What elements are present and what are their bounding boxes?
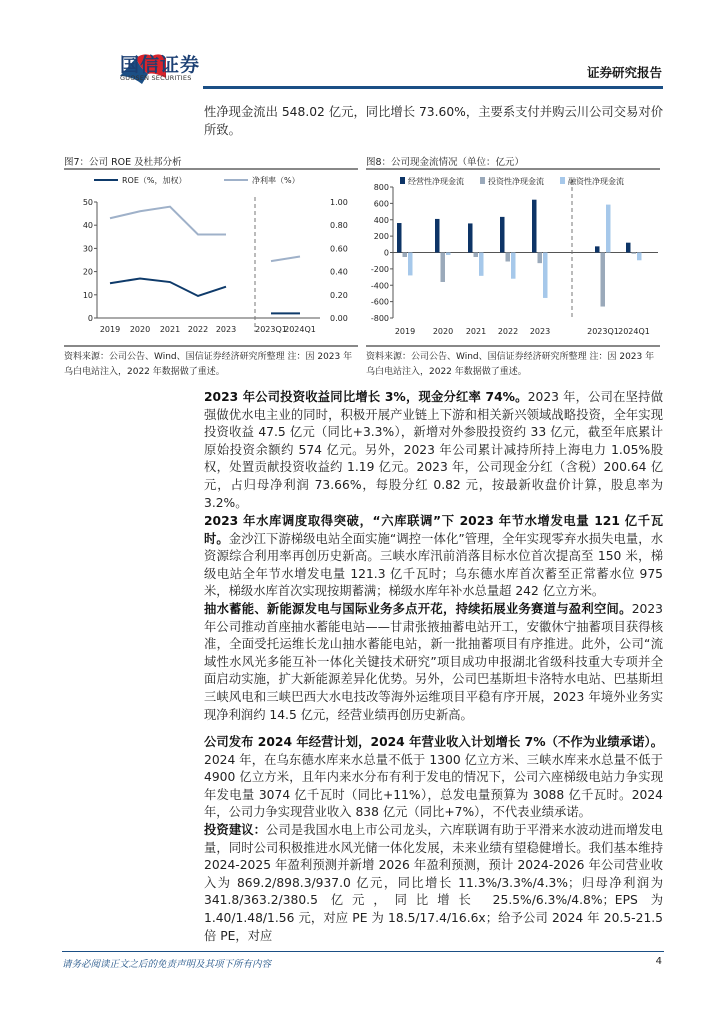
- series-line-net-margin: [110, 207, 226, 235]
- figure7-top-rule: [64, 168, 358, 170]
- legend-label: 净利率（%）: [252, 176, 300, 185]
- footer-divider: [62, 951, 664, 952]
- logo-text-cn: 国信证券: [120, 54, 201, 76]
- figure7-source: 资料来源：公司公告、Wind、国信证券经济研究所整理 注：因 2023 年乌白电站注入，2022 年数据做了重述。: [64, 352, 353, 377]
- legend-swatch: [480, 177, 485, 184]
- paragraph-body: 金沙江下游梯级电站全面实施“调控一体化”管理，全年实现零弃水损失电量，水资源综合利用率再创历史新高。三峡水库汛前消落目标水位首次提高至 150 米，梯级电站全年节水增发电量 121.3 亿千瓦时；乌东德水库首次蓄至正常蓄水位 975 米，梯级水库首次实现按期蓄满；梯级水库年补水总量超 242 亿立方米。: [204, 531, 663, 599]
- bar-investing: [403, 253, 408, 258]
- figure8-source: 资料来源：公司公告、Wind、国信证券经济研究所整理 注：因 2023 年乌白电站注入，2022 年数据做了重述。: [366, 352, 655, 377]
- bar-investing: [632, 253, 637, 254]
- bar-financing: [408, 253, 413, 276]
- left-tick-label: 0: [87, 314, 93, 323]
- right-tick-label: 1.00: [330, 198, 348, 207]
- x-tick-label: 2020: [129, 325, 151, 334]
- bar-operating: [595, 246, 600, 252]
- bar-financing: [511, 253, 516, 279]
- paragraph-lead: 公司发布 2024 年经营计划，2024 年营业收入计划增长 7%（不作为业绩承诺）。: [204, 735, 663, 749]
- paragraph-body: 2024 年，在乌东德水库来水总量不低于 1300 亿立方米、三峡水库来水总量不低于 4900 亿立方米，且年内来水分布有利于发电的情况下，公司六座梯级电站力争实现年发电量 3074 亿千瓦时（同比+11%），总发电量预算为 3088 亿千瓦时。2024 年，公司力争实现营业收入 838 亿元（同比+7%），不代表业绩承诺。: [204, 752, 663, 820]
- series-line-net-margin-quarterly: [271, 257, 300, 262]
- cashflow-chart: [362, 172, 660, 342]
- legend-swatch: [400, 177, 405, 184]
- y-tick-label: -200: [370, 264, 389, 274]
- figure8-top-rule: [366, 168, 660, 170]
- x-tick-label: 2019: [394, 327, 416, 336]
- bar-operating: [397, 223, 402, 252]
- x-tick-label: 2019: [99, 325, 121, 334]
- right-tick-label: 0.80: [330, 221, 348, 231]
- bar-financing: [606, 205, 611, 253]
- bar-investing: [474, 253, 479, 258]
- x-tick-label: 2021: [465, 327, 487, 336]
- legend-label: 融资性净现金流: [568, 177, 624, 186]
- bar-financing: [543, 253, 548, 298]
- x-tick-label: 2023: [215, 325, 237, 334]
- left-tick-label: 20: [82, 267, 93, 277]
- roe-chart: [64, 172, 358, 342]
- paragraph-pumped-storage: [204, 601, 663, 724]
- right-tick-label: 0.00: [330, 314, 348, 323]
- paragraph-body: 公司是我国水电上市公司龙头，六库联调有助于平滑来水波动进而增发电量，同时公司积极推进水风光储一体化发展，未来业绩有望稳健增长。我们基本维持 2024-2025 年盈利预测并新增 2026 年盈利预测，预计 2024-2026 年公司营业收入为 869.2/898.3/937.0 亿元，同比增长 11.3%/3.3%/4.3%；归母净利润为 341.8/363.2/380.5 亿元，同比增长 25.5%/6.3%/4.8%；EPS 为 1.40/1.48/1.56 元，对应 PE 为 18.5/17.4/16.6x；给予公司 2024 年 20.5-21.5 倍 PE，对应: [204, 823, 663, 943]
- legend-label: 经营性净现金流: [408, 177, 464, 186]
- bar-investing: [538, 253, 543, 264]
- y-tick-label: -800: [370, 314, 389, 323]
- left-tick-label: 50: [82, 198, 93, 207]
- intro-paragraph: 性净现金流出 548.02 亿元，同比增长 73.60%，主要系支付并购云川公司交易对价所致。: [204, 105, 663, 137]
- bar-operating: [532, 200, 537, 253]
- left-tick-label: 10: [82, 290, 93, 300]
- paragraph-body: 2023 年公司推动首座抽水蓄能电站——甘肃张掖抽蓄电站开工，安徽休宁抽蓄项目获得核准，全面受托运维长龙山抽水蓄能电站，新一批抽蓄项目有序推进。此外，公司“流域性水风光多能互补一体化关键技术研究”项目成功申报湖北省级科技重大专项并全面启动实施，扩大新能源差异化优势。另外，公司巴基斯坦卡洛特水电站、巴基斯坦三峡风电和三峡巴西大水电技改等海外运维项目平稳有序开展，2023 年境外业务实现净利润约 14.5 亿元，经营业绩再创历史新高。: [204, 602, 663, 722]
- paragraph-2024-plan: [204, 734, 663, 822]
- page-number: 4: [655, 956, 662, 967]
- left-tick-label: 30: [82, 244, 93, 254]
- y-tick-label: 800: [373, 183, 389, 192]
- right-tick-label: 0.20: [330, 290, 348, 300]
- x-tick-label: 2021: [159, 325, 181, 334]
- paragraph-reservoir: [204, 513, 663, 601]
- figure8-title: 图8：公司现金流情况（单位：亿元）: [366, 157, 525, 168]
- figure8-bottom-rule: [366, 345, 660, 347]
- legend-swatch: [560, 177, 565, 184]
- bar-financing: [479, 253, 484, 276]
- logo-text-en: GUOSEN SECURITIES: [120, 74, 192, 82]
- bar-financing: [637, 253, 642, 261]
- series-line-roe: [110, 279, 226, 296]
- x-tick-label: 2023Q1: [255, 325, 287, 334]
- figure7-title: 图7：公司 ROE 及杜邦分析: [64, 157, 182, 168]
- bar-investing: [441, 253, 446, 282]
- y-tick-label: -600: [370, 297, 389, 307]
- x-tick-label: 2024Q1: [284, 325, 316, 334]
- paragraph-body: 2023 年，公司在坚持做强做优水电主业的同时，积极开展产业链上下游和相关新兴领域战略投资，全年实现投资收益 47.5 亿元（同比+3.3%），新增对外参股投资约 33 亿元，截至年底累计原始投资余额约 574 亿元。另外，2023 年公司累计减持所持上海电力 1.05%股权，处置贡献投资收益约 1.19 亿元。2023 年，公司现金分红（含税）200.64 亿元，占归母净利润 73.66%，每股分红 0.82 元，按最新收盘价计算，股息率为 3.2%。: [204, 390, 663, 510]
- bar-operating: [626, 243, 631, 253]
- y-tick-label: 400: [373, 215, 389, 225]
- paragraph-investment-advice: [204, 822, 663, 945]
- paragraph-lead: 2023 年公司投资收益同比增长 3%，现金分红率 74%。: [204, 390, 528, 404]
- x-tick-label: 2023Q1: [587, 327, 619, 336]
- bar-operating: [468, 223, 473, 252]
- bar-operating: [435, 219, 440, 253]
- legend-label: 投资性净现金流: [488, 177, 544, 186]
- bar-operating: [500, 217, 505, 253]
- figure7-bottom-rule: [64, 345, 358, 347]
- report-type: 证券研究报告: [586, 65, 662, 80]
- paragraph-lead: 抽水蓄能、新能源发电与国际业务多点开花，持续拓展业务赛道与盈利空间。: [204, 602, 632, 616]
- right-tick-label: 0.40: [330, 267, 348, 277]
- x-tick-label: 2022: [497, 327, 519, 336]
- y-tick-label: 0: [383, 248, 389, 258]
- y-tick-label: 600: [373, 199, 389, 209]
- x-tick-label: 2023: [529, 327, 551, 336]
- bar-investing: [506, 253, 511, 262]
- paragraph-lead: 投资建议：: [204, 823, 267, 837]
- left-tick-label: 40: [82, 221, 93, 231]
- footer-disclaimer: 请务必阅读正文之后的免责声明及其项下所有内容: [62, 959, 272, 970]
- bar-investing: [601, 253, 606, 307]
- bar-financing: [446, 253, 451, 255]
- header-divider: [203, 86, 663, 89]
- paragraph-investment-income: [204, 389, 663, 512]
- x-tick-label: 2020: [432, 327, 454, 336]
- right-tick-label: 0.60: [330, 244, 348, 254]
- y-tick-label: 200: [373, 232, 389, 242]
- x-tick-label: 2022: [187, 325, 209, 334]
- y-tick-label: -400: [370, 281, 389, 291]
- x-tick-label: 2024Q1: [618, 327, 650, 336]
- paragraph-lead: 2023 年水库调度取得突破，“六库联调”下 2023 年节水增发电量 121 亿千瓦时。: [204, 514, 663, 546]
- legend-label: ROE（%，加权）: [122, 176, 187, 185]
